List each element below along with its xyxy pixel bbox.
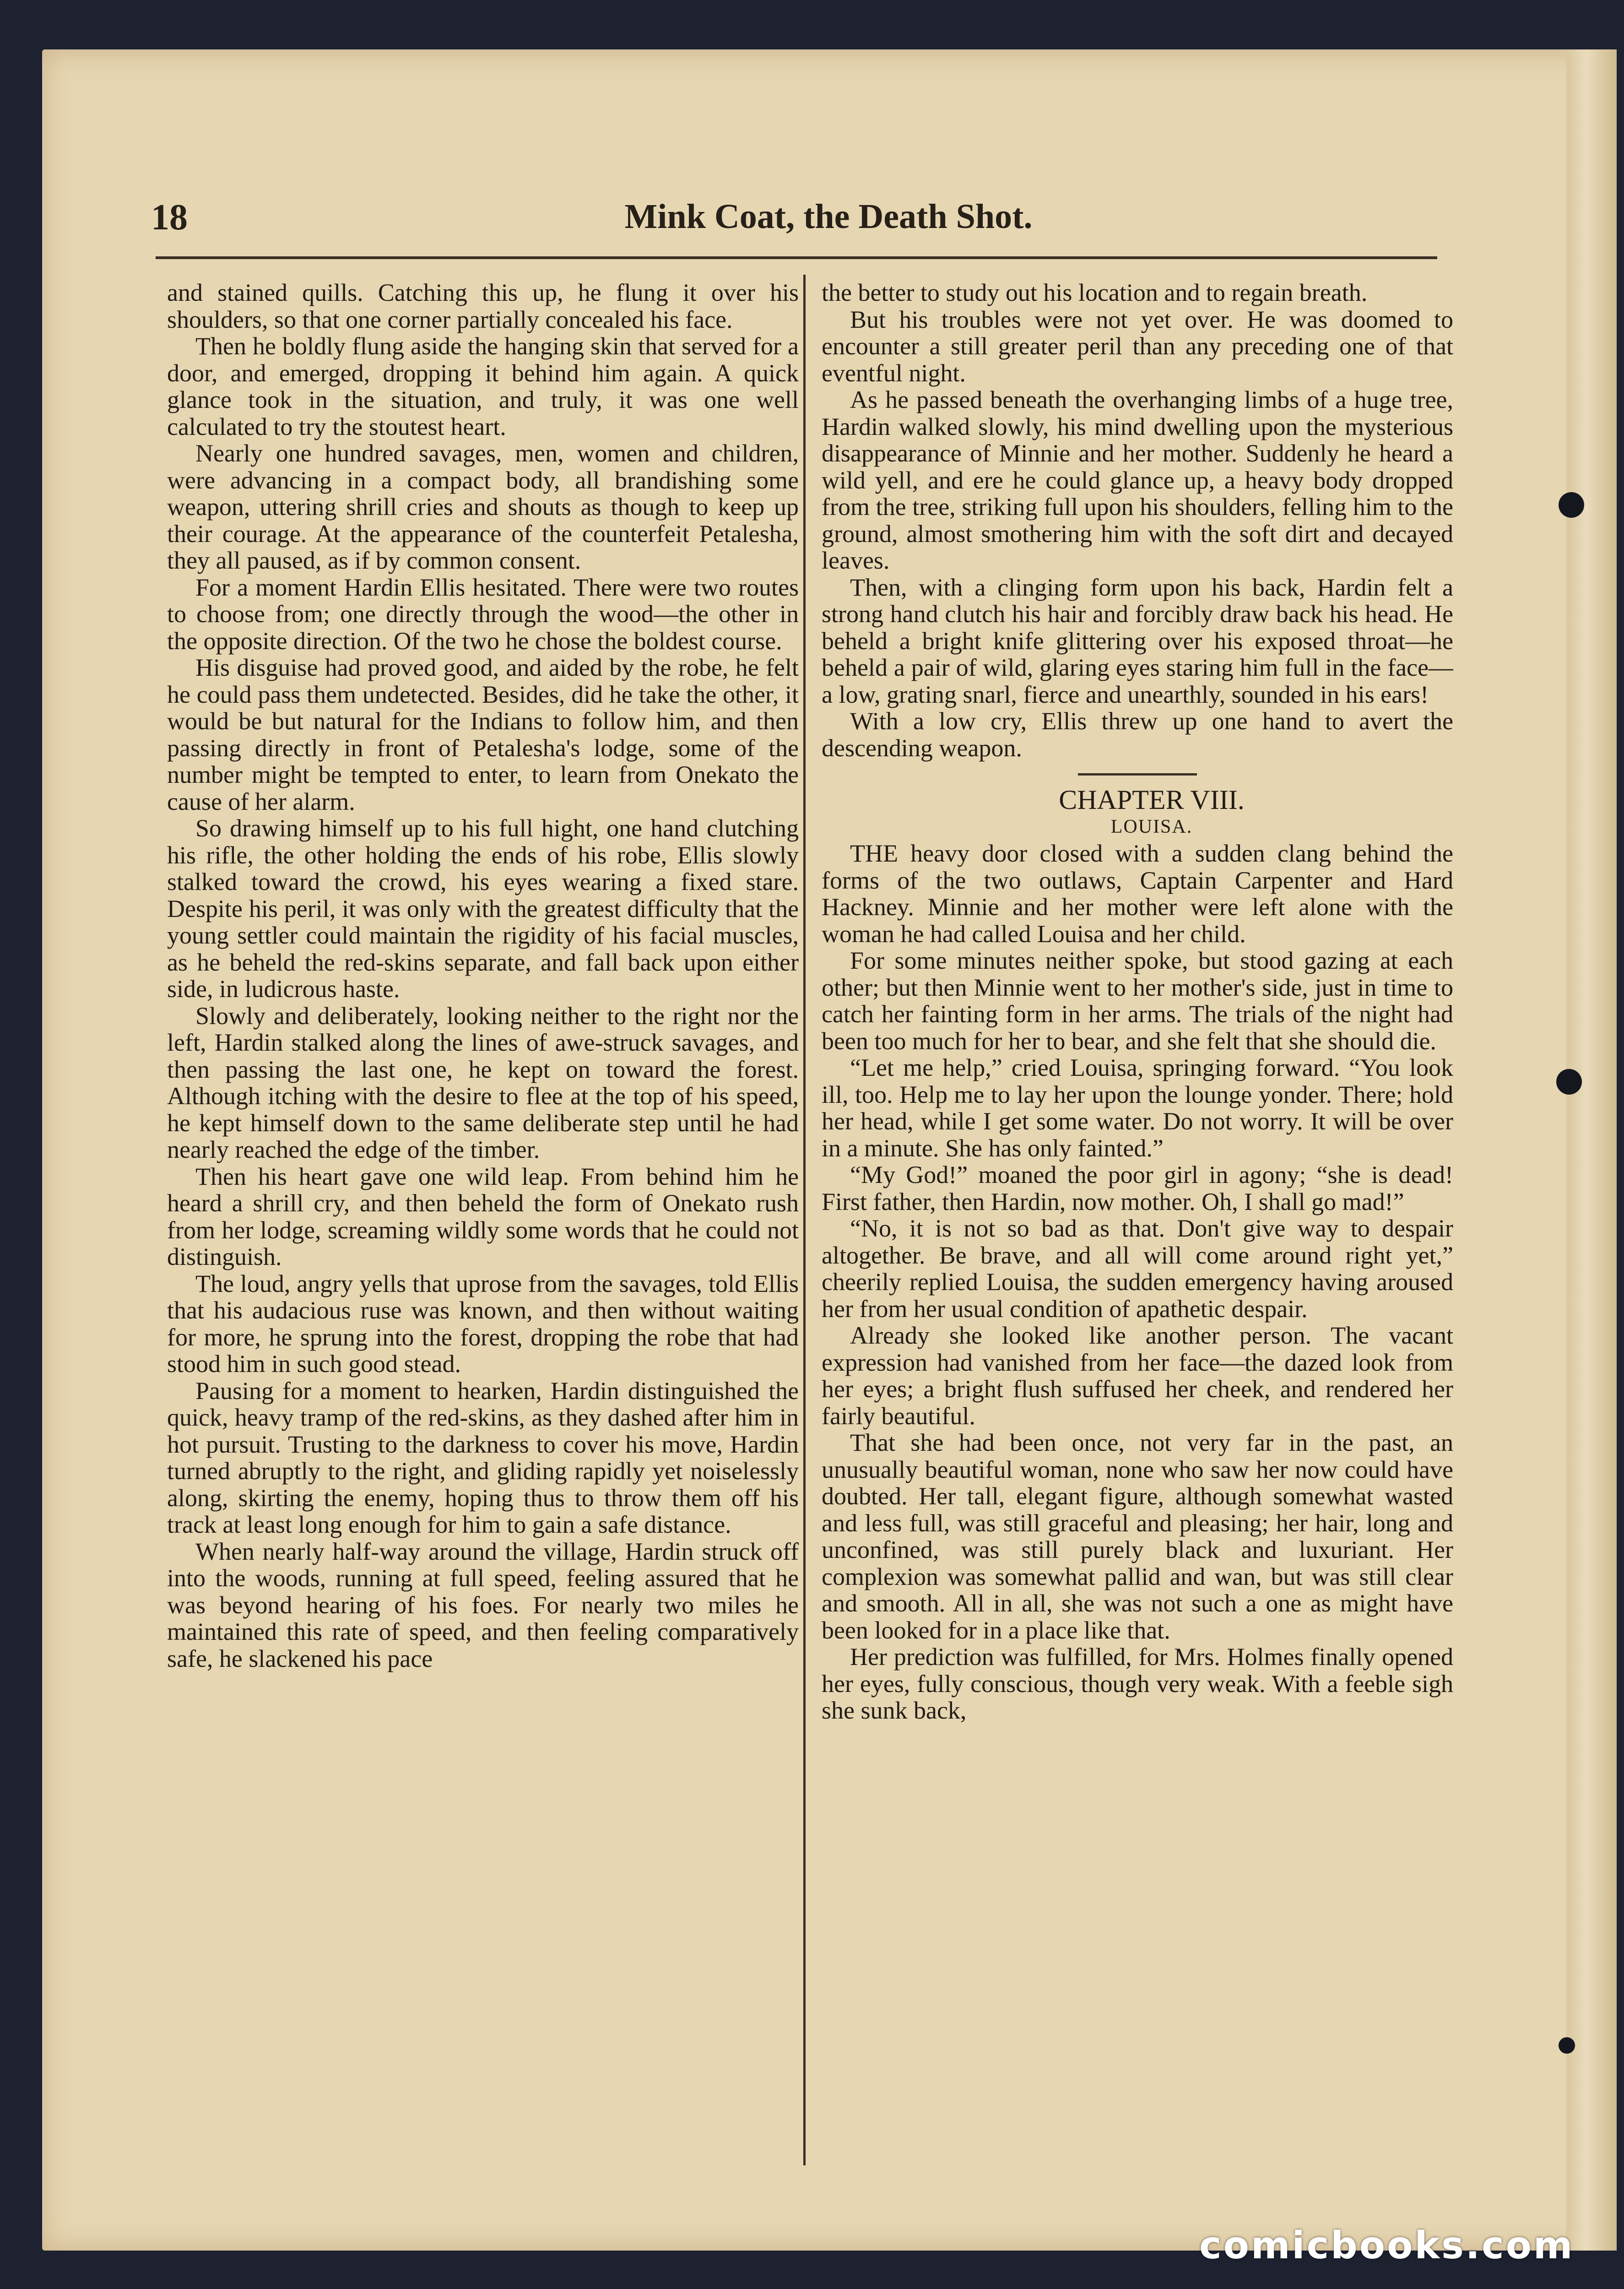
paragraph: His disguise had proved good, and aided by the robe, he felt he could pass them undetected. Besides, did he take the other, it would be but natural for the Indians to follow him, and then passing directly in front of Petalesha's lodge, some of the number might be tempted to enter, to learn from Onekato the cause of her alarm.	[167, 654, 799, 815]
paragraph: For a moment Hardin Ellis hesitated. There were two routes to choose from; one directly through the wood—the other in the opposite direction. Of the two he chose the boldest course.	[167, 573, 799, 655]
paragraph: When nearly half-way around the village, Hardin struck off into the woods, running at full speed, feeling assured that he was beyond hearing of his foes. For nearly two miles he maintained this rate of speed, and then feeling comparatively safe, he slackened his pace	[167, 1537, 799, 1672]
chapter-rule	[1078, 773, 1197, 776]
paragraph: That she had been once, not very far in the past, an unusually beautiful woman, none who saw her now could have doubted. Her tall, elegant figure, although somewhat wasted and less full, was still graceful and pleasing; her hair, long and unconfined, was still purely black and luxuriant. Her complexion was somewhat pallid and wan, but was still clear and smooth. All in all, she was not such a one as might have been looked for in a place like that.	[822, 1429, 1453, 1644]
paragraph: As he passed beneath the overhanging limbs of a huge tree, Hardin walked slowly, his mind dwelling upon the mysterious disappearance of Minnie and her mother. Suddenly he heard a wild yell, and ere he could glance up, a heavy body dropped from the tree, striking full upon his shoulders, felling him to the ground, almost smothering him with the soft dirt and decayed leaves.	[822, 386, 1453, 574]
paragraph: Pausing for a moment to hearken, Hardin distinguished the quick, heavy tramp of the red-skins, as they dashed after him in hot pursuit. Trusting to the darkness to cover his move, Hardin turned abruptly to the right, and gliding rapidly yet noiselessly along, skirting the enemy, hoping thus to throw them off his track at least long enough for him to gain a safe distance.	[167, 1377, 799, 1538]
paragraph: and stained quills. Catching this up, he flung it over his shoulders, so that one corner partially concealed his face.	[167, 279, 799, 333]
binding-hole	[1556, 1069, 1582, 1095]
paragraph: “No, it is not so bad as that. Don't give way to despair altogether. Be brave, and all will come around right yet,” cheerily replied Louisa, the sudden emergency having aroused her from her usual condition of apathetic despair.	[822, 1215, 1453, 1323]
header-rule	[156, 256, 1437, 259]
paragraph: the better to study out his location and to regain breath.	[822, 279, 1368, 306]
paragraph: With a low cry, Ellis threw up one hand to avert the descending weapon.	[822, 707, 1453, 762]
running-title: Mink Coat, the Death Shot.	[624, 197, 1033, 236]
chapter-subtitle: LOUISA.	[1110, 816, 1193, 837]
paragraph: For some minutes neither spoke, but stood gazing at each other; but then Minnie went to her mother's side, just in time to catch her fainting form in her arms. The trials of the night had been too much for her to bear, and she felt that she should die.	[822, 947, 1453, 1055]
paragraph: Slowly and deliberately, looking neither to the right nor the left, Hardin stalked along the lines of awe-struck savages, and then passing the last one, he kept on toward the forest. Although itching with the desire to flee at the top of his speed, he kept himself down to the same deliberate step until he had nearly reached the edge of the timber.	[167, 1002, 799, 1163]
paragraph: So drawing himself up to his full hight, one hand clutching his rifle, the other holding the ends of his robe, Ellis slowly stalked toward the crowd, his eyes wearing a fixed stare. Despite his peril, it was only with the greatest difficulty that the young settler could maintain the rigidity of his facial muscles, as he beheld the red-skins separate, and fall back upon either side, in ludicrous haste.	[167, 814, 799, 1003]
binding-hole	[1559, 2037, 1575, 2054]
page-header	[151, 197, 1506, 247]
paragraph: But his troubles were not yet over. He was doomed to encounter a still greater peril than any preceding one of that eventful night.	[822, 305, 1453, 387]
paragraph: “Let me help,” cried Louisa, springing forward. “You look ill, too. Help me to lay her upon the lounge yonder. There; hold her head, while I get some water. Do not worry. It will be over in a minute. She has only fainted.”	[822, 1054, 1453, 1162]
right-column	[822, 279, 1453, 2161]
paragraph: Nearly one hundred savages, men, women and children, were advancing in a compact body, all brandishing some weapon, uttering shrill cries and shouts as though to keep up their courage. At the appearance of the counterfeit Petalesha, they all paused, as if by common consent.	[167, 439, 799, 574]
paragraph: Her prediction was fulfilled, for Mrs. Holmes finally opened her eyes, fully conscious, though very weak. With a feeble sigh she sunk back,	[822, 1643, 1453, 1724]
page-number: 18	[151, 197, 188, 238]
paragraph: The loud, angry yells that uprose from the savages, told Ellis that his audacious ruse was known, and then without waiting for more, he sprung into the forest, dropping the robe that had stood him in such good stead.	[167, 1269, 799, 1378]
binding-hole	[1559, 492, 1584, 518]
chapter-title: CHAPTER VIII.	[1059, 785, 1245, 815]
left-column	[167, 279, 799, 2161]
paragraph: Already she looked like another person. The vacant expression had vanished from her face—the dazed look from her eyes; a bright flush suffused her cheek, and rendered her fairly beautiful.	[822, 1322, 1453, 1430]
paragraph: THE heavy door closed with a sudden clang behind the forms of the two outlaws, Captain Carpenter and Hard Hackney. Minnie and her mother were left alone with the woman he had called Louisa and her child.	[822, 840, 1453, 948]
paragraph: “My God!” moaned the poor girl in agony; “she is dead! First father, then Hardin, now mother. Oh, I shall go mad!”	[822, 1161, 1453, 1215]
paragraph: Then, with a clinging form upon his back, Hardin felt a strong hand clutch his hair and forcibly draw back his head. He beheld a bright knife glittering over his exposed throat—he beheld a pair of wild, glaring eyes staring him full in the face—a low, grating snarl, fierce and unearthly, sounded in his ears!	[822, 573, 1453, 708]
site-watermark: comicbooks.com	[1199, 2224, 1575, 2267]
paragraph: Then his heart gave one wild leap. From behind him he heard a shrill cry, and then beheld the form of Onekato rush from her lodge, screaming wildly some words that he could not distinguish.	[167, 1162, 799, 1270]
paragraph: Then he boldly flung aside the hanging skin that served for a door, and emerged, dropping it behind him again. A quick glance took in the situation, and truly, it was one well calculated to try the stoutest heart.	[167, 332, 799, 440]
page-edge	[1566, 49, 1617, 2251]
column-divider	[803, 275, 806, 2165]
